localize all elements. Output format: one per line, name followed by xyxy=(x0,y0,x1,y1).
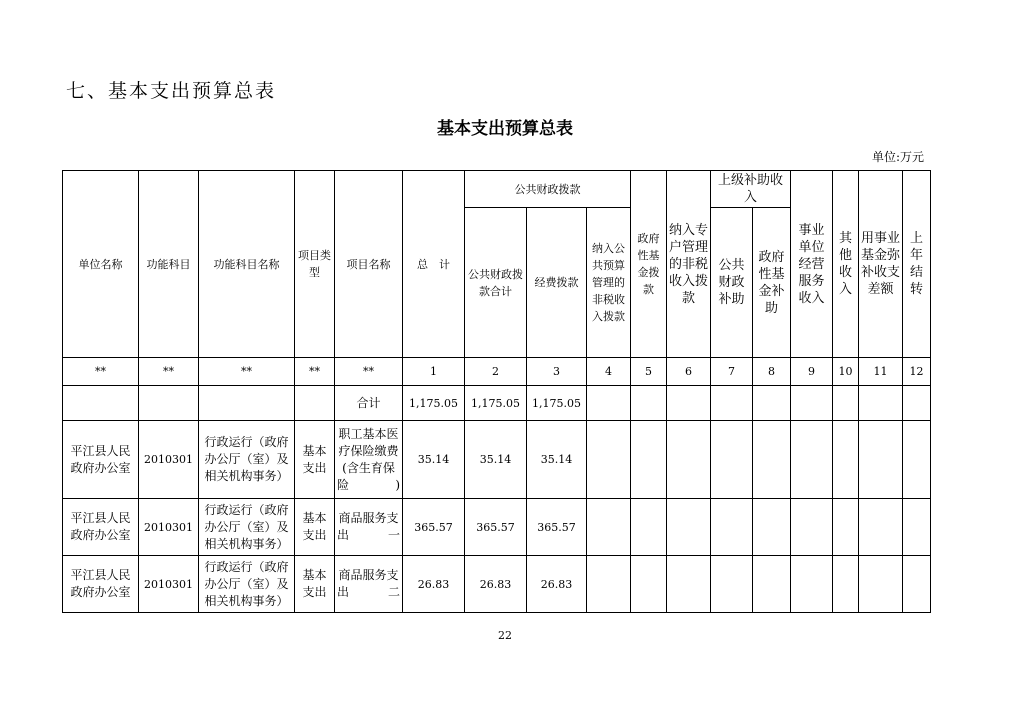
header-func-code: 功能科目 xyxy=(139,171,199,358)
code-row xyxy=(63,358,931,386)
unit-label: 单位:万元 xyxy=(871,150,924,164)
code-cell: 1 xyxy=(403,358,465,386)
section-title: 七、基本支出预算总表 xyxy=(66,80,277,102)
func-code-cell: 2010301 xyxy=(139,556,199,613)
project-name-cell: 商品服务支出一 xyxy=(335,499,403,556)
table-row xyxy=(63,421,931,499)
code-cell: ** xyxy=(335,358,403,386)
header-func-name: 功能科目名称 xyxy=(199,171,295,358)
code-cell: 11 xyxy=(859,358,903,386)
unit-name-cell: 平江县人民政府办公室 xyxy=(63,499,139,556)
code-cell: ** xyxy=(63,358,139,386)
table-row xyxy=(63,556,931,613)
header-nontax-budget: 纳入公共预算管理的非税收入拨款 xyxy=(587,208,631,358)
project-type-cell: 基本支出 xyxy=(295,421,335,499)
func-code-cell: 2010301 xyxy=(139,499,199,556)
func-name-cell: 行政运行（政府办公厅（室）及相关机构事务） xyxy=(199,421,295,499)
header-project-name: 项目名称 xyxy=(335,171,403,358)
code-cell: 3 xyxy=(527,358,587,386)
code-cell: 7 xyxy=(711,358,753,386)
code-cell: ** xyxy=(139,358,199,386)
code-cell: 4 xyxy=(587,358,631,386)
header-project-type: 项目类型 xyxy=(295,171,335,358)
func-name-cell: 行政运行（政府办公厅（室）及相关机构事务） xyxy=(199,499,295,556)
total-operating-funds: 1,175.05 xyxy=(527,386,587,421)
total-public-finance-subtotal: 1,175.05 xyxy=(465,386,527,421)
operating-funds-cell: 26.83 xyxy=(527,556,587,613)
code-cell: 6 xyxy=(667,358,711,386)
total-cell: 26.83 xyxy=(403,556,465,613)
header-nontax-special: 纳入专户管理的非税收入拨款 xyxy=(667,171,711,358)
table-title: 基本支出预算总表 xyxy=(437,119,573,139)
header-public-finance: 公共财政拨款 xyxy=(465,171,631,208)
header-carryover: 上年结转 xyxy=(903,171,931,358)
budget-table xyxy=(62,170,931,613)
page-number: 22 xyxy=(498,629,512,642)
unit-name-cell: 平江县人民政府办公室 xyxy=(63,421,139,499)
total-cell: 35.14 xyxy=(403,421,465,499)
unit-name-cell: 平江县人民政府办公室 xyxy=(63,556,139,613)
public-finance-subtotal-cell: 365.57 xyxy=(465,499,527,556)
total-sum: 1,175.05 xyxy=(403,386,465,421)
operating-funds-cell: 35.14 xyxy=(527,421,587,499)
code-cell: 9 xyxy=(791,358,833,386)
header-unit-name: 单位名称 xyxy=(63,171,139,358)
public-finance-subtotal-cell: 26.83 xyxy=(465,556,527,613)
project-name-cell: 商品服务支出二 xyxy=(335,556,403,613)
header-operating-funds: 经费拨款 xyxy=(527,208,587,358)
public-finance-subtotal-cell: 35.14 xyxy=(465,421,527,499)
header-gov-fund: 政府性基金拨款 xyxy=(631,171,667,358)
header-public-finance-subsidy: 公共财政补助 xyxy=(711,208,753,358)
operating-funds-cell: 365.57 xyxy=(527,499,587,556)
func-code-cell: 2010301 xyxy=(139,421,199,499)
header-other-income: 其他收入 xyxy=(833,171,859,358)
project-type-cell: 基本支出 xyxy=(295,556,335,613)
header-business-income: 事业单位经营服务收入 xyxy=(791,171,833,358)
header-fund-deficit: 用事业基金弥补收支差额 xyxy=(859,171,903,358)
func-name-cell: 行政运行（政府办公厅（室）及相关机构事务） xyxy=(199,556,295,613)
total-cell: 365.57 xyxy=(403,499,465,556)
total-label: 合计 xyxy=(335,386,403,421)
header-gov-fund-subsidy: 政府性基金补助 xyxy=(753,208,791,358)
project-name-cell: 职工基本医疗保险缴费(含生育保险) xyxy=(335,421,403,499)
code-cell: ** xyxy=(295,358,335,386)
header-superior-subsidy: 上级补助收入 xyxy=(711,171,791,208)
code-cell: 12 xyxy=(903,358,931,386)
header-public-finance-subtotal: 公共财政拨款合计 xyxy=(465,208,527,358)
project-type-cell: 基本支出 xyxy=(295,499,335,556)
total-row xyxy=(63,386,931,421)
code-cell: 8 xyxy=(753,358,791,386)
code-cell: 5 xyxy=(631,358,667,386)
table-row xyxy=(63,499,931,556)
code-cell: 2 xyxy=(465,358,527,386)
header-total: 总 计 xyxy=(403,171,465,358)
code-cell: 10 xyxy=(833,358,859,386)
code-cell: ** xyxy=(199,358,295,386)
